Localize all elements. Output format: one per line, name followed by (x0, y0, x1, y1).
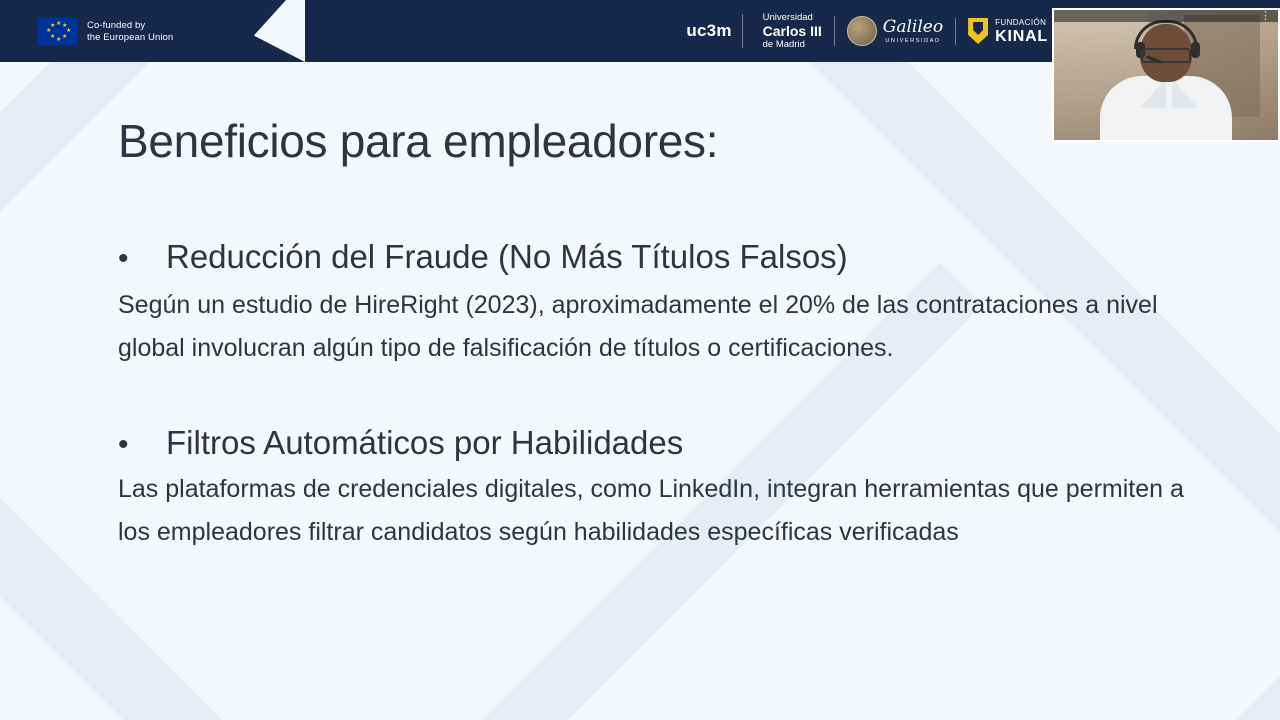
uc3m-logo (686, 12, 833, 50)
uc3m-wordmark: uc3m (686, 21, 732, 40)
kinal-line2: KINAL (995, 27, 1048, 45)
webcam-overlay-bar (1054, 10, 1278, 22)
bullet-item-1 (118, 238, 848, 276)
kinal-shield-icon (968, 18, 988, 44)
galileo-text (882, 16, 944, 44)
bullet-heading-1: Reducción del Fraude (No Más Títulos Falsos) (166, 238, 848, 275)
partner-logos (686, 9, 1048, 53)
galileo-seal-icon (847, 16, 877, 46)
bullet-marker-icon: • (118, 428, 129, 461)
eu-logo-line1: Co-funded by (87, 19, 146, 31)
kinal-text (995, 18, 1048, 45)
bullet-marker-icon: • (118, 242, 129, 275)
bullet-heading-2: Filtros Automáticos por Habilidades (166, 424, 684, 461)
headset-earcup-icon (1191, 42, 1200, 58)
galileo-logo (834, 16, 955, 46)
kinal-line1: FUNDACIÓN (995, 17, 1047, 27)
logo-divider (742, 14, 743, 48)
more-options-icon[interactable]: ⋮ (1260, 10, 1272, 22)
eu-logo-line2: the European Union (87, 31, 174, 43)
header-diagonal-edge (230, 0, 286, 62)
eu-logo-text (87, 20, 173, 44)
uc3m-name-line2: Carlos III (762, 22, 822, 39)
galileo-wordmark: Galileo (882, 16, 944, 37)
presenter-webcam-tile[interactable] (1052, 8, 1280, 142)
uc3m-name-line1: Universidad (762, 12, 813, 23)
uc3m-full-name (753, 12, 822, 50)
kinal-logo (955, 18, 1048, 45)
bullet-body-1: Según un estudio de HireRight (2023), aproximadamente el 20% de las contrataciones a nivel global involucran algún tipo de falsificación de títulos o certificaciones. (118, 291, 1158, 362)
eu-flag-icon: ★ ★ ★ ★ ★ ★ ★ ★ (38, 18, 78, 45)
page-title: Beneficios para empleadores: (118, 115, 719, 167)
uc3m-name-line3: de Madrid (762, 38, 805, 50)
bullet-item-2 (118, 424, 683, 462)
galileo-subtitle: UNIVERSIDAD (885, 37, 941, 44)
webcam-person-body (1100, 76, 1232, 142)
eu-cofunded-logo (38, 18, 173, 45)
bullet-body-2: Las plataformas de credenciales digitales, como LinkedIn, integran herramientas que permiten a los empleadores filtrar candidatos según habilidades específicas verificadas (118, 475, 1184, 546)
